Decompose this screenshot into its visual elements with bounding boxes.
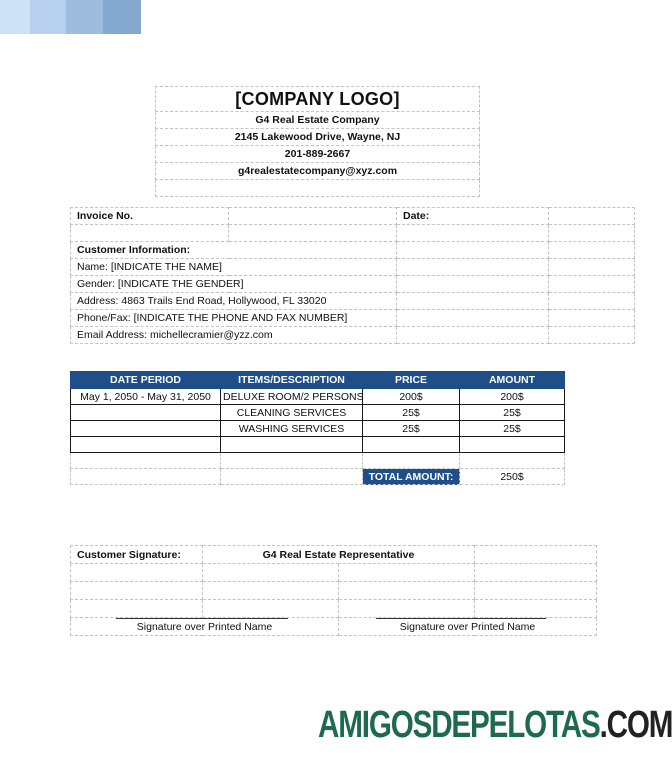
cell-amount[interactable]: [460, 437, 565, 453]
blank-cell: [339, 564, 475, 582]
watermark: [318, 704, 672, 747]
blank-cell: [549, 293, 635, 310]
blank-cell: [71, 453, 221, 469]
total-row: [71, 469, 565, 485]
cell-description[interactable]: [221, 437, 363, 453]
company-blank-row: [156, 180, 480, 197]
representative-signature-caption: Signature over Printed Name: [339, 618, 597, 636]
customer-signature-label: Customer Signature:: [71, 546, 203, 564]
blank-cell: [475, 546, 597, 564]
blank-cell: [475, 600, 597, 618]
blank-cell: [71, 600, 203, 618]
cell-amount[interactable]: 25$: [460, 405, 565, 421]
blank-cell: [339, 600, 475, 618]
blank-cell: [460, 453, 565, 469]
header-items-description: ITEMS/DESCRIPTION: [221, 372, 363, 389]
blank-cell: [203, 582, 339, 600]
swatch-1: [0, 0, 30, 34]
cell-date[interactable]: [71, 437, 221, 453]
cell-amount[interactable]: 25$: [460, 421, 565, 437]
blank-cell: [549, 327, 635, 344]
cell-date[interactable]: May 1, 2050 - May 31, 2050: [71, 389, 221, 405]
customer-phone-fax[interactable]: Phone/Fax: [INDICATE THE PHONE AND FAX NUMBER]: [71, 310, 397, 327]
swatch-4: [103, 0, 141, 34]
blank-cell: [397, 327, 549, 344]
customer-info-label: Customer Information:: [71, 242, 397, 259]
header-price: PRICE: [363, 372, 460, 389]
watermark-part-1: AMIGOSDEPELOTAS: [318, 704, 600, 746]
swatch-3: [66, 0, 103, 34]
blank-cell: [475, 564, 597, 582]
total-amount-label: TOTAL AMOUNT:: [363, 469, 460, 485]
blank-cell: [549, 242, 635, 259]
company-phone: 201-889-2667: [156, 146, 480, 163]
table-row: [71, 389, 565, 405]
cell-description[interactable]: CLEANING SERVICES: [221, 405, 363, 421]
blank-cell: [229, 225, 397, 242]
representative-label: G4 Real Estate Representative: [203, 546, 475, 564]
signature-section: [70, 545, 597, 636]
cell-description[interactable]: DELUXE ROOM/2 PERSONS: [221, 389, 363, 405]
watermark-part-2: .COM: [599, 704, 672, 746]
blank-cell: [71, 469, 221, 485]
cell-amount[interactable]: 200$: [460, 389, 565, 405]
blank-cell: [203, 600, 339, 618]
cell-price[interactable]: [363, 437, 460, 453]
invoice-info: [70, 207, 635, 344]
cell-price[interactable]: 25$: [363, 405, 460, 421]
blank-cell: [549, 259, 635, 276]
table-row: [71, 437, 565, 453]
company-name: G4 Real Estate Company: [156, 112, 480, 129]
blank-cell: [397, 225, 549, 242]
customer-email[interactable]: Email Address: michellecramier@yzz.com: [71, 327, 397, 344]
customer-name[interactable]: Name: [INDICATE THE NAME]: [71, 259, 397, 276]
table-row: [71, 453, 565, 469]
blank-cell: [397, 242, 549, 259]
cell-description[interactable]: WASHING SERVICES: [221, 421, 363, 437]
blank-cell: [397, 276, 549, 293]
blank-cell: [203, 564, 339, 582]
blank-cell: [71, 582, 203, 600]
date-value[interactable]: [549, 208, 635, 225]
cell-date[interactable]: [71, 405, 221, 421]
blank-cell: [71, 564, 203, 582]
items-header-row: [71, 372, 565, 389]
customer-gender[interactable]: Gender: [INDICATE THE GENDER]: [71, 276, 397, 293]
header-date-period: DATE PERIOD: [71, 372, 221, 389]
blank-cell: [221, 453, 363, 469]
customer-signature-caption: Signature over Printed Name: [71, 618, 339, 636]
company-email: g4realestatecompany@xyz.com: [156, 163, 480, 180]
cell-date[interactable]: [71, 421, 221, 437]
table-row: [71, 405, 565, 421]
cell-price[interactable]: 200$: [363, 389, 460, 405]
table-row: [71, 421, 565, 437]
swatch-2: [30, 0, 66, 34]
invoice-no-label: Invoice No.: [71, 208, 229, 225]
blank-cell: [221, 469, 363, 485]
representative-signature-line[interactable]: [376, 618, 546, 619]
customer-signature-line[interactable]: [116, 618, 288, 619]
blank-cell: [339, 582, 475, 600]
blank-cell: [549, 310, 635, 327]
date-label: Date:: [397, 208, 549, 225]
customer-address[interactable]: Address: 4863 Trails End Road, Hollywood, FL 33020: [71, 293, 397, 310]
blank-cell: [397, 310, 549, 327]
invoice-no-value[interactable]: [229, 208, 397, 225]
total-amount-value: 250$: [460, 469, 565, 485]
company-address: 2145 Lakewood Drive, Wayne, NJ: [156, 129, 480, 146]
blank-cell: [549, 276, 635, 293]
blank-cell: [397, 259, 549, 276]
header-amount: AMOUNT: [460, 372, 565, 389]
blank-cell: [475, 582, 597, 600]
company-logo: [COMPANY LOGO]: [156, 87, 480, 112]
blank-cell: [363, 453, 460, 469]
blank-cell: [397, 293, 549, 310]
blank-cell: [549, 225, 635, 242]
company-header: [155, 86, 480, 197]
cell-price[interactable]: 25$: [363, 421, 460, 437]
items-table: [70, 371, 565, 485]
blank-cell: [71, 225, 229, 242]
